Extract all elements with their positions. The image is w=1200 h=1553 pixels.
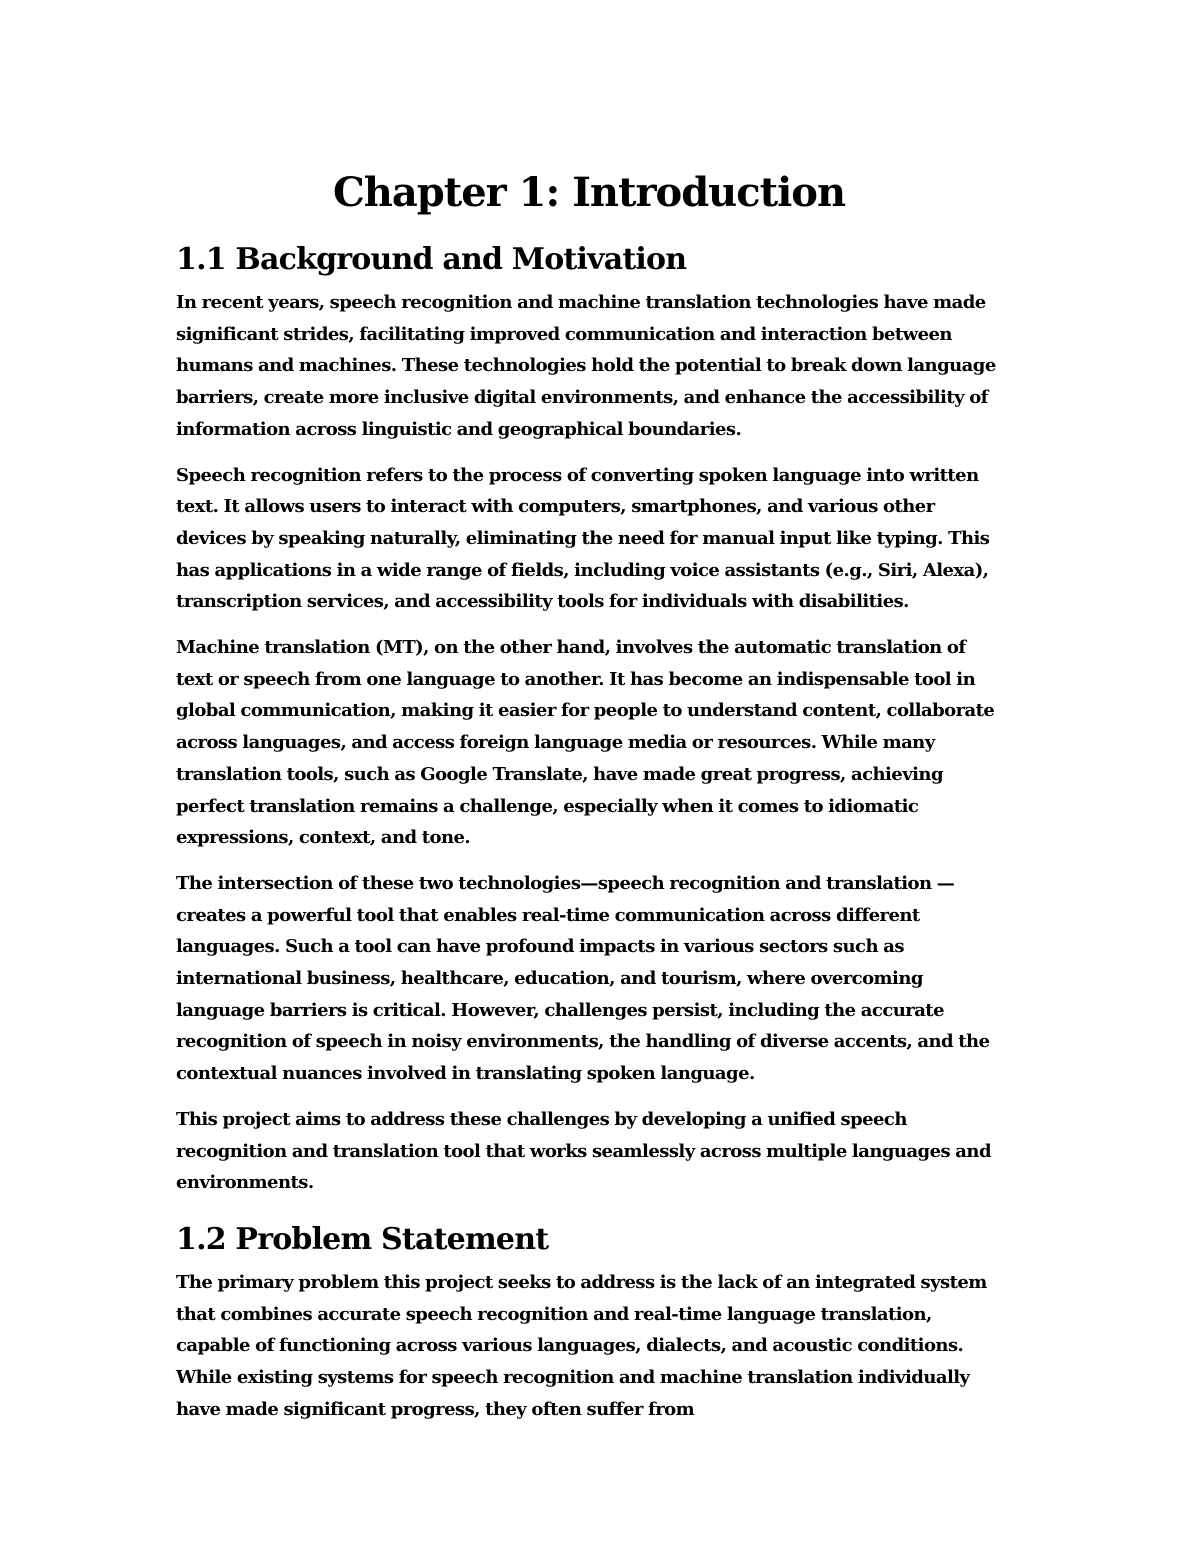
paragraph: This project aims to address these challenges by developing a unified speech recognition and translation tool that works seamlessly across multiple languages and environments. [176,1108,991,1194]
section-heading-background-motivation: 1.1 Background and Motivation [176,242,687,277]
page-content [176,165,1002,1426]
paragraph: In recent years, speech recognition and machine translation technologies have made significant strides, facilitating improved communication and interaction between humans and machines. These technologies hold the potential to break down language barriers, create more inclusive digital environments, and enhance the accessibility of information across linguistic and geographical boundaries. [176,292,996,440]
paragraph: The intersection of these two technologies—speech recognition and translation —creates a powerful tool that enables real-time communication across different languages. Such a tool can have profound impacts in various sectors such as international business, healthcare, education, and tourism, where overcoming language barriers is critical. However, challenges persist, including the accurate recognition of speech in noisy environments, the handling of diverse accents, and the contextual nuances involved in translating spoken language. [176,872,990,1085]
chapter-title: Chapter 1: Introduction [332,169,846,216]
paragraph: Machine translation (MT), on the other hand, involves the automatic translation of text or speech from one language to another. It has become an indispensable tool in global communication, making it easier for people to understand content, collaborate across languages, and access foreign language media or resources. While many translation tools, such as Google Translate, have made great progress, achieving perfect translation remains a challenge, especially when it comes to idiomatic expressions, context, and tone. [176,637,995,849]
section-heading-problem-statement: 1.2 Problem Statement [176,1221,549,1257]
paragraph: The primary problem this project seeks to address is the lack of an integrated system that combines accurate speech recognition and real-time language translation, capable of functioning across various languages, dialects, and acoustic conditions. While existing systems for speech recognition and machine translation individually have made significant progress, they often suffer from [176,1271,987,1420]
paragraph: Speech recognition refers to the process of converting spoken language into written text. It allows users to interact with computers, smartphones, and various other devices by speaking naturally, eliminating the need for manual input like typing. This has applications in a wide range of fields, including voice assistants (e.g., Siri, Alexa), transcription services, and accessibility tools for individuals with disabilities. [176,464,990,613]
